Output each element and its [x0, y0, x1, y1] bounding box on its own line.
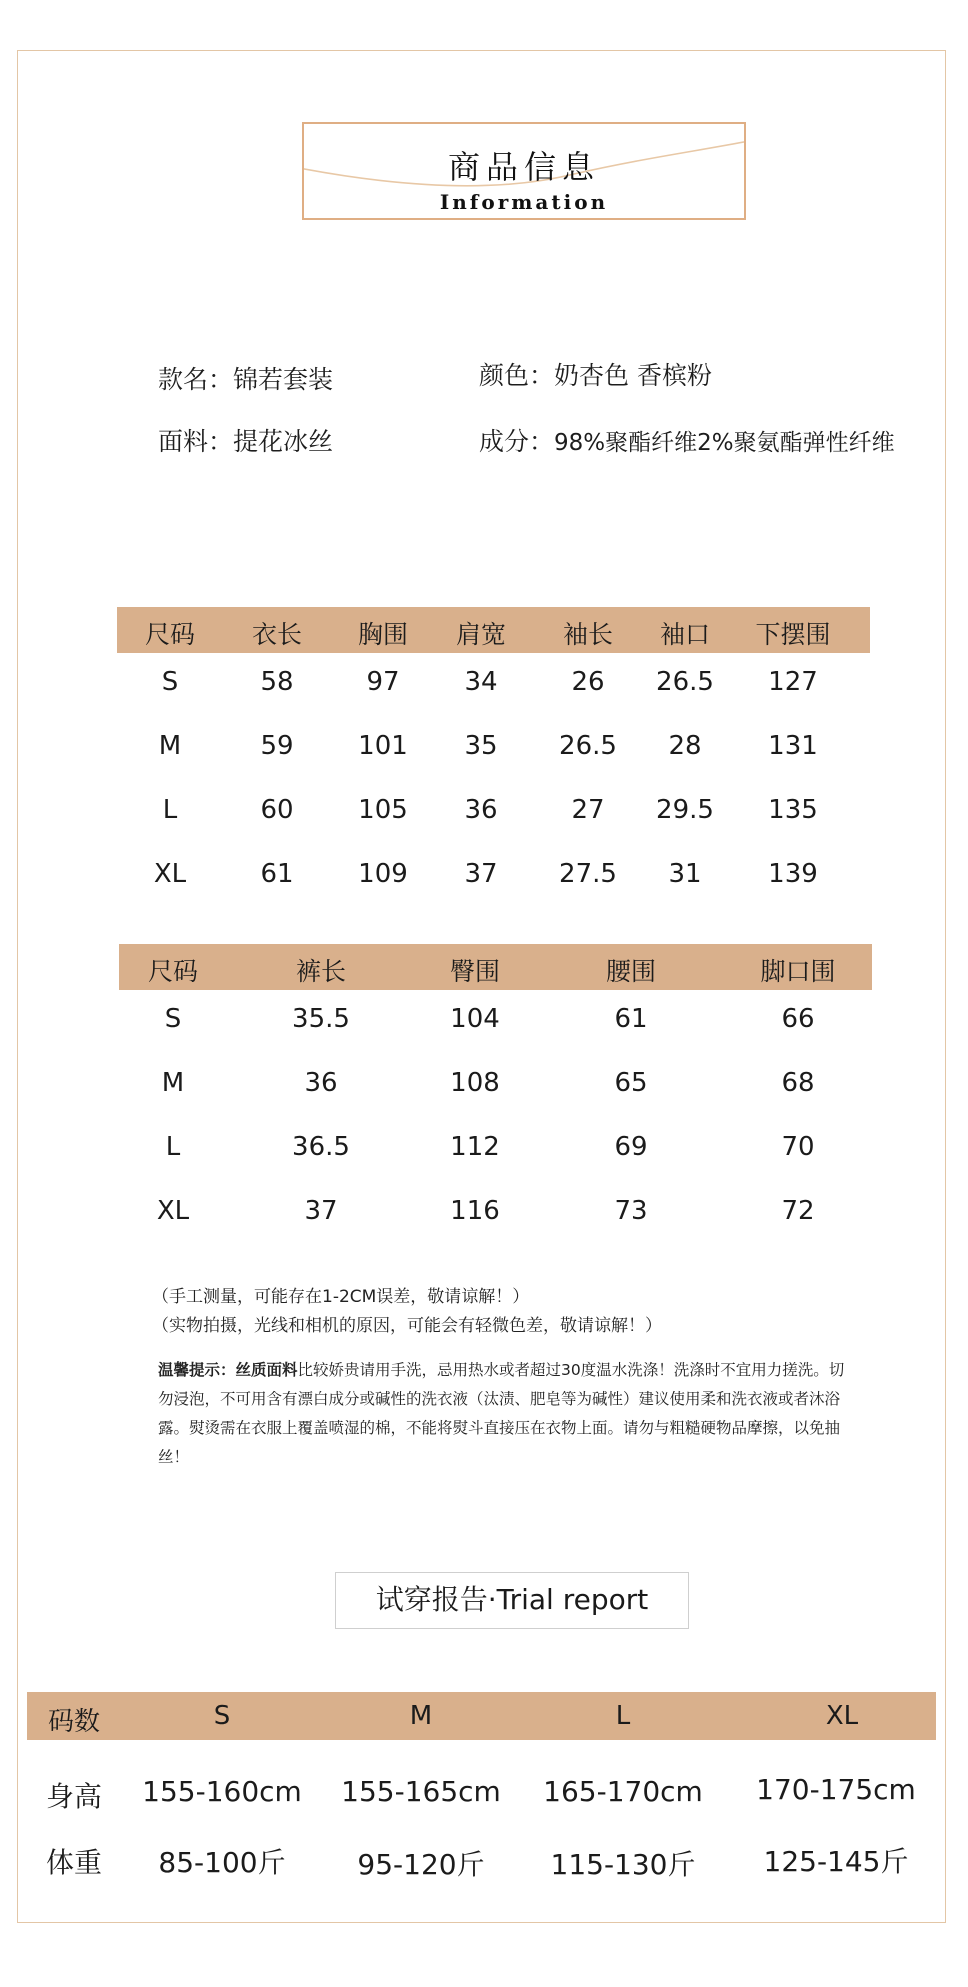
info-color-value: 奶杏色 香槟粉	[554, 361, 712, 390]
table-cell: 95-120斤	[357, 1848, 485, 1881]
table-cell: 58	[260, 667, 294, 697]
table-cell: 31	[668, 859, 702, 889]
top-header-cell: 袖长	[562, 620, 614, 649]
table-cell: L	[162, 795, 178, 825]
table-cell: 131	[768, 731, 818, 761]
table-cell: 109	[358, 859, 408, 889]
top-size-table	[117, 607, 870, 907]
care-tips-label: 温馨提示：	[158, 1361, 236, 1379]
trial-report-table	[27, 1692, 936, 1892]
page-subtitle: Information	[439, 190, 609, 214]
pants-header-cell: 臀围	[449, 957, 501, 986]
table-cell: 26	[571, 667, 605, 697]
table-cell: 26.5	[656, 667, 714, 697]
info-color	[479, 356, 712, 392]
table-cell: 61	[614, 1004, 648, 1034]
pants-header-cell: 腰围	[605, 957, 657, 986]
table-cell: 105	[358, 795, 408, 825]
table-cell: M	[158, 731, 182, 761]
table-cell: 69	[614, 1132, 648, 1162]
table-cell: 61	[260, 859, 294, 889]
table-cell: 127	[768, 667, 818, 697]
care-tips	[158, 1356, 848, 1472]
table-cell: 35	[464, 731, 498, 761]
info-style-label: 款名：	[158, 365, 234, 394]
table-cell: 104	[450, 1004, 500, 1034]
pants-header-cell: 尺码	[147, 957, 199, 986]
trial-header-cell: L	[615, 1701, 631, 1731]
info-composition-label: 成分：	[479, 427, 555, 456]
top-table-header	[117, 607, 870, 653]
top-header-cell: 尺码	[144, 620, 196, 649]
table-cell: S	[161, 667, 179, 697]
info-fabric	[158, 422, 333, 458]
trial-header-cell: M	[409, 1701, 433, 1731]
info-color-label: 颜色：	[479, 361, 555, 390]
table-cell: 体重	[45, 1846, 103, 1879]
table-cell: M	[161, 1068, 185, 1098]
table-cell: 101	[358, 731, 408, 761]
table-cell: 97	[366, 667, 400, 697]
table-cell: 36	[304, 1068, 338, 1098]
info-fabric-label: 面料：	[158, 427, 234, 456]
table-cell: 155-165cm	[341, 1775, 501, 1808]
care-tips-text: 比较娇贵请用手洗，忌用热水或者超过30度温水洗涤！洗涤时不宜用力搓洗。切勿浸泡，不可用含有漂白成分或碱性的洗衣液（汰渍、肥皂等为碱性）建议使用柔和洗衣液或者沐浴露。熨烫需在衣服上覆盖喷湿的棉，不能将熨斗直接压在衣物上面。请勿与粗糙硬物品摩擦，以免抽丝！	[158, 1361, 845, 1466]
pants-size-table	[119, 944, 872, 1244]
pants-header-cell: 脚口围	[760, 957, 836, 986]
care-tips-fabric: 丝质面料	[235, 1361, 298, 1379]
title-box	[302, 122, 746, 220]
table-cell: 108	[450, 1068, 500, 1098]
table-cell: 37	[464, 859, 498, 889]
info-fabric-value: 提花冰丝	[233, 427, 334, 456]
table-cell: 85-100斤	[158, 1846, 286, 1879]
table-cell: L	[165, 1132, 181, 1162]
table-cell: 165-170cm	[543, 1775, 703, 1808]
table-cell: XL	[153, 859, 187, 889]
table-cell: 身高	[45, 1780, 103, 1813]
table-cell: 135	[768, 795, 818, 825]
table-cell: 29.5	[656, 795, 714, 825]
table-cell: 37	[304, 1196, 338, 1226]
table-cell: 35.5	[292, 1004, 350, 1034]
pants-table-header	[119, 944, 872, 990]
table-cell: 60	[260, 795, 294, 825]
table-cell: 36	[464, 795, 498, 825]
pants-header-cell: 裤长	[295, 957, 347, 986]
table-cell: 34	[464, 667, 498, 697]
info-style-value: 锦若套装	[233, 365, 334, 394]
trial-report-title: 试穿报告·Trial report	[335, 1572, 689, 1629]
info-composition	[479, 422, 895, 458]
table-cell: 115-130斤	[550, 1848, 696, 1881]
measurement-note: （手工测量，可能存在1-2CM误差，敬请谅解！）	[152, 1287, 530, 1307]
table-cell: 73	[614, 1196, 648, 1226]
color-note: （实物拍摄，光线和相机的原因，可能会有轻微色差，敬请谅解！）	[152, 1316, 662, 1336]
table-cell: 28	[668, 731, 702, 761]
trial-header-cell: XL	[825, 1701, 859, 1731]
top-header-cell: 肩宽	[455, 620, 507, 649]
top-header-cell: 下摆围	[755, 620, 831, 649]
page-title: 商品信息	[447, 148, 600, 186]
top-header-cell: 衣长	[251, 620, 303, 649]
table-cell: 170-175cm	[756, 1773, 916, 1806]
table-cell: 27	[571, 795, 605, 825]
table-cell: 66	[781, 1004, 815, 1034]
table-cell: S	[164, 1004, 182, 1034]
info-style	[158, 360, 333, 396]
trial-table-header	[27, 1692, 936, 1740]
table-cell: 139	[768, 859, 818, 889]
table-cell: 59	[260, 731, 294, 761]
table-cell: 155-160cm	[142, 1775, 302, 1808]
table-cell: 72	[781, 1196, 815, 1226]
table-cell: 125-145斤	[763, 1845, 909, 1878]
info-composition-value: 98%聚酯纤维2%聚氨酯弹性纤维	[554, 430, 895, 456]
top-header-cell: 袖口	[659, 620, 711, 649]
table-cell: XL	[156, 1196, 190, 1226]
table-cell: 26.5	[559, 731, 617, 761]
table-cell: 27.5	[559, 859, 617, 889]
trial-header-cell: 码数	[47, 1707, 101, 1737]
table-cell: 65	[614, 1068, 648, 1098]
table-cell: 116	[450, 1196, 500, 1226]
top-header-cell: 胸围	[357, 620, 409, 649]
table-cell: 112	[450, 1132, 500, 1162]
table-cell: 70	[781, 1132, 815, 1162]
table-cell: 68	[781, 1068, 815, 1098]
trial-header-cell: S	[213, 1701, 231, 1731]
table-cell: 36.5	[292, 1132, 350, 1162]
